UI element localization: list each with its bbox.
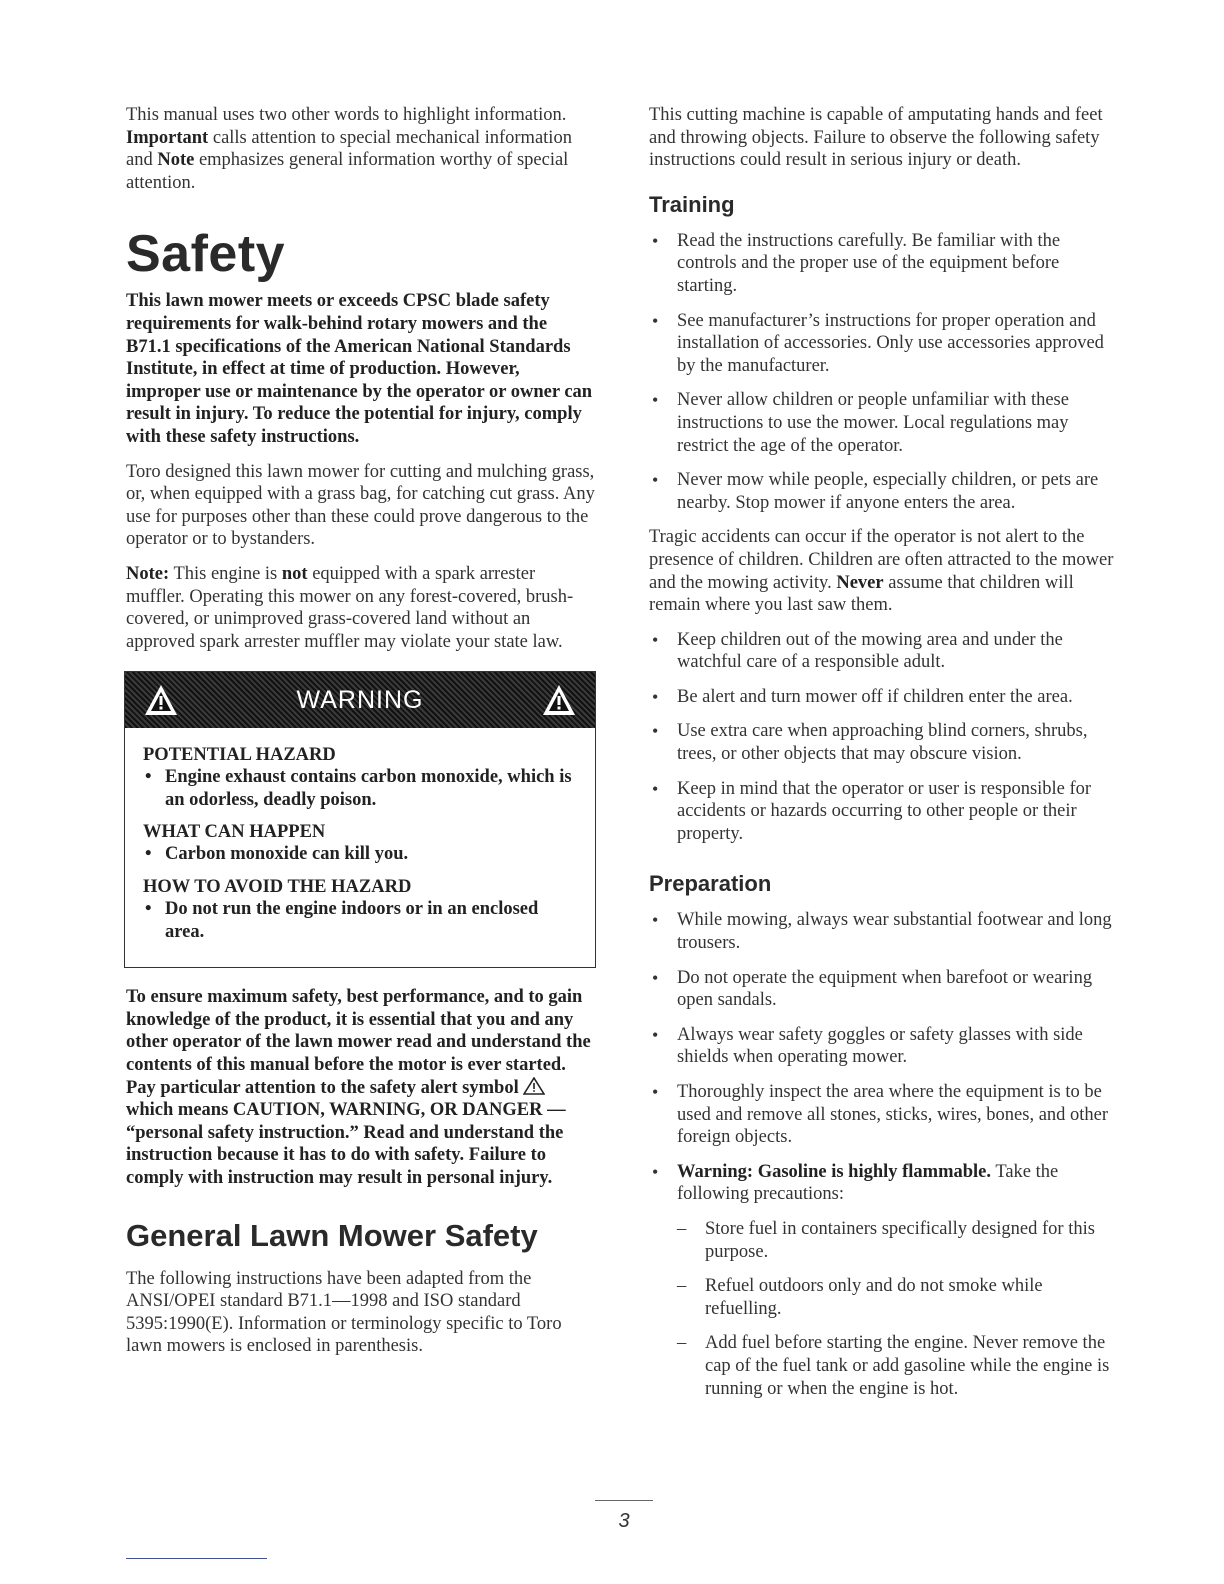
ensure-paragraph: To ensure maximum safety, best performance, and to gain knowledge of the product, it is essential that you and any other operator of the lawn mower read and understand the contents of this manual before the motor is ever started. Pay particular attention to the safety alert symbol which means CAUTION, WARNING, OR DANGER — “personal safety instruction.” Read and understand the instruction because it has to do with safety. Failure to comply with instruction may result in personal injury. (126, 987, 591, 1188)
training-list (649, 230, 1114, 515)
right-intro-paragraph: This cutting machine is capable of amputating hands and feet and throwing objects. Failure to observe the following safety instructions could result in serious injury or death. (649, 105, 1103, 171)
warning-heading-avoid: HOW TO AVOID THE HAZARD (143, 877, 412, 898)
general-paragraph: The following instructions have been adapted from the ANSI/OPEI standard B71.1—1998 and ISO standard 5395:1990(E). Information or terminology specific to Toro lawn mowers is enclosed in parenthesis. (126, 1268, 562, 1357)
list-item: • Read the instructions carefully. Be familiar with the controls and the proper use of the equipment before starting. (652, 230, 1061, 296)
warning-banner (125, 672, 595, 728)
warning-item: • Do not run the engine indoors or in an enclosed area. (145, 899, 539, 942)
warning-triangle-icon (541, 683, 577, 717)
general-safety-heading: General Lawn Mower Safety (126, 1217, 538, 1253)
fuel-precautions-list (677, 1218, 1114, 1400)
safety-heading: Safety (126, 225, 286, 284)
intro-paragraph: This manual uses two other words to highlight information. Important calls attention to special mechanical information and Note emphasizes general information worthy of special attention. (126, 105, 572, 193)
list-item: • Warning: Gasoline is highly flammable. Take the following precautions: (652, 1161, 1059, 1205)
right-column (649, 104, 1114, 1412)
list-item: • Keep children out of the mowing area and under the watchful care of a responsible adult. (652, 629, 1063, 673)
list-item: • Keep in mind that the operator or user is responsible for accidents or hazards occurring to other people or their property. (652, 778, 1092, 844)
warning-box (124, 671, 596, 968)
preparation-list (649, 909, 1114, 1206)
blue-rule (126, 1558, 267, 1559)
warning-heading-happen: WHAT CAN HAPPEN (143, 822, 326, 843)
page-number: 3 (618, 1510, 630, 1532)
warning-triangle-icon (143, 683, 179, 717)
tragic-paragraph: Tragic accidents can occur if the operator is not alert to the presence of children. Children are often attracted to the mower and the mowing activity. Never assume that children will remain where you last saw them. (649, 527, 1114, 616)
list-item: • Thoroughly inspect the area where the equipment is to be used and remove all stones, sticks, wires, bones, and other foreign objects. (652, 1082, 1109, 1148)
warning-body (125, 728, 595, 967)
list-item: • Use extra care when approaching blind corners, shrubs, trees, or other objects that may obscure vision. (652, 721, 1088, 765)
list-item: – Add fuel before starting the engine. Never remove the cap of the fuel tank or add gasoline while the engine is running or when the engine is hot. (677, 1333, 1110, 1399)
list-item: • See manufacturer’s instructions for proper operation and installation of accessories. Only use accessories approved by the manufacturer. (652, 310, 1104, 376)
children-list (649, 629, 1114, 846)
warning-item: • Engine exhaust contains carbon monoxide, which is an odorless, deadly poison. (145, 767, 572, 810)
list-item: • Always wear safety goggles or safety glasses with side shields when operating mower. (652, 1024, 1083, 1068)
safety-alert-icon (523, 1077, 545, 1095)
list-item: • Never allow children or people unfamiliar with these instructions to use the mower. Local regulations may restrict the age of the operator. (652, 390, 1069, 456)
toro-paragraph: Toro designed this lawn mower for cutting and mulching grass, or, when equipped with a grass bag, for catching cut grass. Any use for purposes other than these could prove dangerous to the operator or to bystanders. (126, 461, 595, 550)
spark-note-paragraph: Note: This engine is not equipped with a spark arrester muffler. Operating this mower on any forest-covered, brush-covered, or unimproved grass-covered land without an approved spark arrester muffler may violate your state law. (126, 563, 574, 652)
list-item: – Store fuel in containers specifically designed for this purpose. (677, 1218, 1095, 1262)
training-heading: Training (649, 191, 735, 217)
list-item: • Never mow while people, especially children, or pets are nearby. Stop mower if anyone enters the area. (652, 470, 1099, 513)
warning-word: WARNING (296, 685, 424, 714)
warning-heading-hazard: POTENTIAL HAZARD (143, 745, 336, 766)
list-item: • Do not operate the equipment when barefoot or wearing open sandals. (652, 967, 1093, 1011)
list-item: – Refuel outdoors only and do not smoke while refuelling. (677, 1276, 1043, 1319)
preparation-heading: Preparation (649, 871, 772, 897)
list-item: • Be alert and turn mower off if children enter the area. (652, 686, 1073, 707)
footer-rule (595, 1500, 653, 1501)
list-item: • While mowing, always wear substantial footwear and long trousers. (652, 910, 1112, 954)
left-column (126, 104, 596, 1358)
cpsc-paragraph: This lawn mower meets or exceeds CPSC blade safety requirements for walk-behind rotary mowers and the B71.1 specifications of the American National Standards Institute, in effect at time of production. However, improper use or maintenance by the operator or owner can result in injury. To reduce the potential for injury, comply with these safety instructions. (126, 291, 593, 447)
warning-item: • Carbon monoxide can kill you. (145, 844, 409, 865)
